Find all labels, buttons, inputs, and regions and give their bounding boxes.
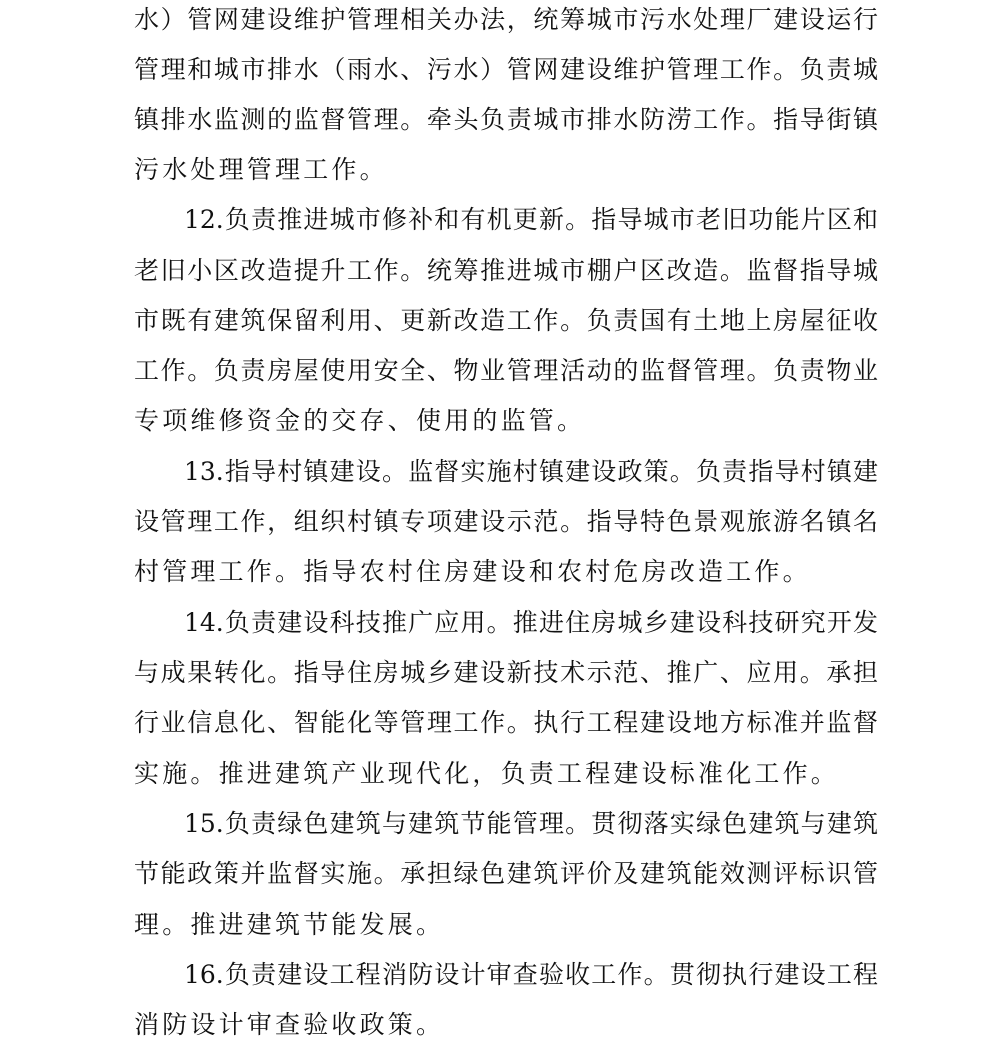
paragraph-11-line-3: 镇排水监测的监督管理。牵头负责城市排水防涝工作。指导街镇 (134, 105, 878, 134)
paragraph-16-line-1: 16.负责建设工程消防设计审查验收工作。贯彻执行建设工程 (184, 960, 878, 989)
paragraph-15-line-1: 15.负责绿色建筑与建筑节能管理。贯彻落实绿色建筑与建筑 (184, 809, 878, 838)
paragraph-11-line-4: 污水处理管理工作。 (134, 155, 388, 184)
paragraph-14-line-1: 14.负责建设科技推广应用。推进住房城乡建设科技研究开发 (184, 608, 878, 637)
paragraph-12-line-4: 工作。负责房屋使用安全、物业管理活动的监督管理。负责物业 (134, 356, 878, 385)
paragraph-13-line-1: 13.指导村镇建设。监督实施村镇建设政策。负责指导村镇建 (184, 457, 878, 486)
paragraph-12-line-5: 专项维修资金的交存、使用的监管。 (134, 406, 586, 435)
paragraph-14-line-4: 实施。推进建筑产业现代化，负责工程建设标准化工作。 (134, 759, 840, 788)
paragraph-16-line-2: 消防设计审查验收政策。 (134, 1010, 445, 1039)
paragraph-13-line-2: 设管理工作，组织村镇专项建设示范。指导特色景观旅游名镇名 (134, 507, 878, 536)
paragraph-11-line-2: 管理和城市排水（雨水、污水）管网建设维护管理工作。负责城 (134, 55, 878, 84)
paragraph-15-line-2: 节能政策并监督实施。承担绿色建筑评价及建筑能效测评标识管 (134, 859, 878, 888)
paragraph-12-line-3: 市既有建筑保留利用、更新改造工作。负责国有土地上房屋征收 (134, 306, 878, 335)
paragraph-12-line-2: 老旧小区改造提升工作。统筹推进城市棚户区改造。监督指导城 (134, 256, 878, 285)
paragraph-14-line-3: 行业信息化、智能化等管理工作。执行工程建设地方标准并监督 (134, 708, 878, 737)
paragraph-15-line-3: 理。推进建筑节能发展。 (134, 910, 445, 939)
paragraph-13-line-3: 村管理工作。指导农村住房建设和农村危房改造工作。 (134, 557, 811, 586)
paragraph-12-line-1: 12.负责推进城市修补和有机更新。指导城市老旧功能片区和 (184, 205, 878, 234)
paragraph-14-line-2: 与成果转化。指导住房城乡建设新技术示范、推广、应用。承担 (134, 658, 878, 687)
paragraph-11-line-1: 水）管网建设维护管理相关办法，统筹城市污水处理厂建设运行 (134, 5, 878, 34)
